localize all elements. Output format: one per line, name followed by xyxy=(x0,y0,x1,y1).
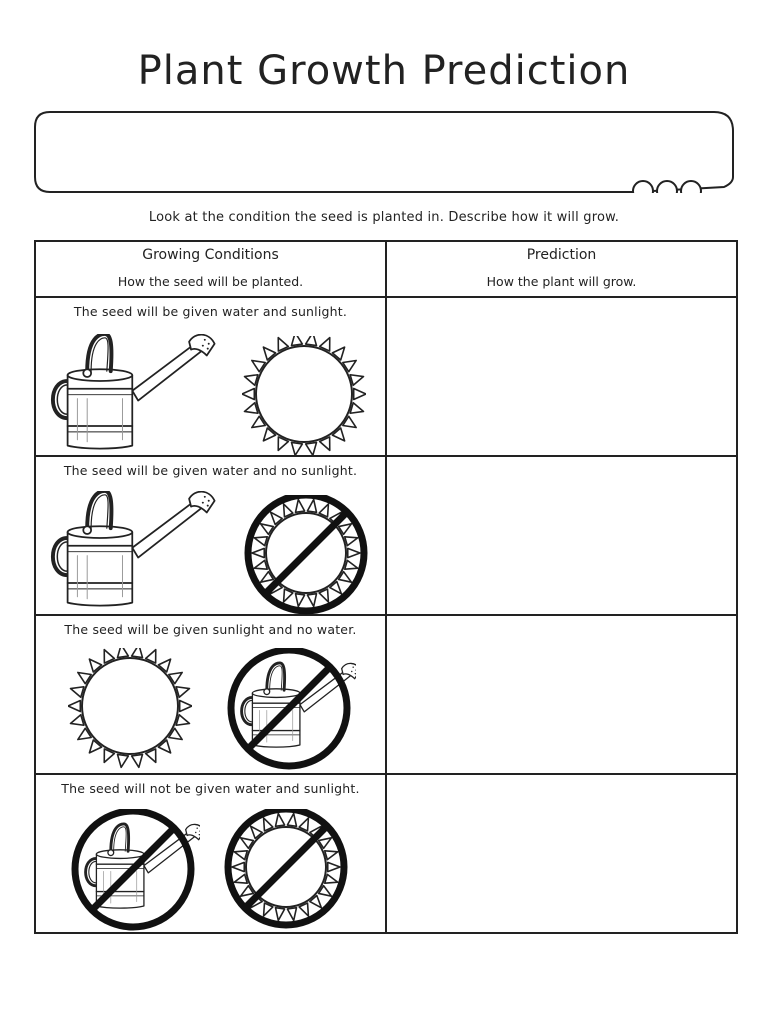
prediction-answer-cell[interactable] xyxy=(386,456,737,615)
condition-cell xyxy=(35,456,386,615)
name-box[interactable] xyxy=(34,111,734,193)
header-prediction xyxy=(386,241,737,297)
sun-icon xyxy=(242,336,366,460)
no-sun-icon xyxy=(242,495,370,619)
table-row xyxy=(35,774,737,933)
instruction-text: Look at the condition the seed is planted in. Describe how it will grow. xyxy=(148,210,620,225)
header-label: Growing Conditions xyxy=(142,247,279,263)
condition-cell xyxy=(35,774,386,933)
watering-can-icon xyxy=(48,491,218,611)
condition-pictures xyxy=(36,803,385,931)
prediction-answer-cell[interactable] xyxy=(386,774,737,933)
dot-icon xyxy=(681,181,701,193)
prediction-table xyxy=(34,240,738,934)
sun-icon xyxy=(68,648,192,772)
no-water-icon xyxy=(222,648,356,772)
dot-icon xyxy=(657,181,677,193)
watering-can-icon xyxy=(48,334,218,454)
condition-pictures xyxy=(36,644,385,772)
dot-icon xyxy=(633,181,653,193)
table-row xyxy=(35,297,737,456)
prediction-answer-cell[interactable] xyxy=(386,615,737,774)
condition-text: The seed will be given water and no sunlight. xyxy=(63,463,358,478)
header-sublabel: How the seed will be planted. xyxy=(117,274,304,289)
table-row xyxy=(35,615,737,774)
no-sun-icon xyxy=(222,809,350,933)
prediction-answer-cell[interactable] xyxy=(386,297,737,456)
table-row xyxy=(35,456,737,615)
condition-cell xyxy=(35,297,386,456)
condition-text: The seed will be given sunlight and no water. xyxy=(64,622,357,637)
condition-pictures xyxy=(36,485,385,613)
condition-text: The seed will be given water and sunlight. xyxy=(73,304,348,319)
header-sublabel: How the plant will grow. xyxy=(486,274,637,289)
table-header-row xyxy=(35,241,737,297)
header-growing-conditions xyxy=(35,241,386,297)
condition-text: The seed will not be given water and sunlight. xyxy=(61,781,360,796)
header-label: Prediction xyxy=(526,247,597,263)
condition-cell xyxy=(35,615,386,774)
no-water-icon xyxy=(66,809,200,933)
page-title: Plant Growth Prediction xyxy=(137,48,631,94)
condition-pictures xyxy=(36,326,385,454)
